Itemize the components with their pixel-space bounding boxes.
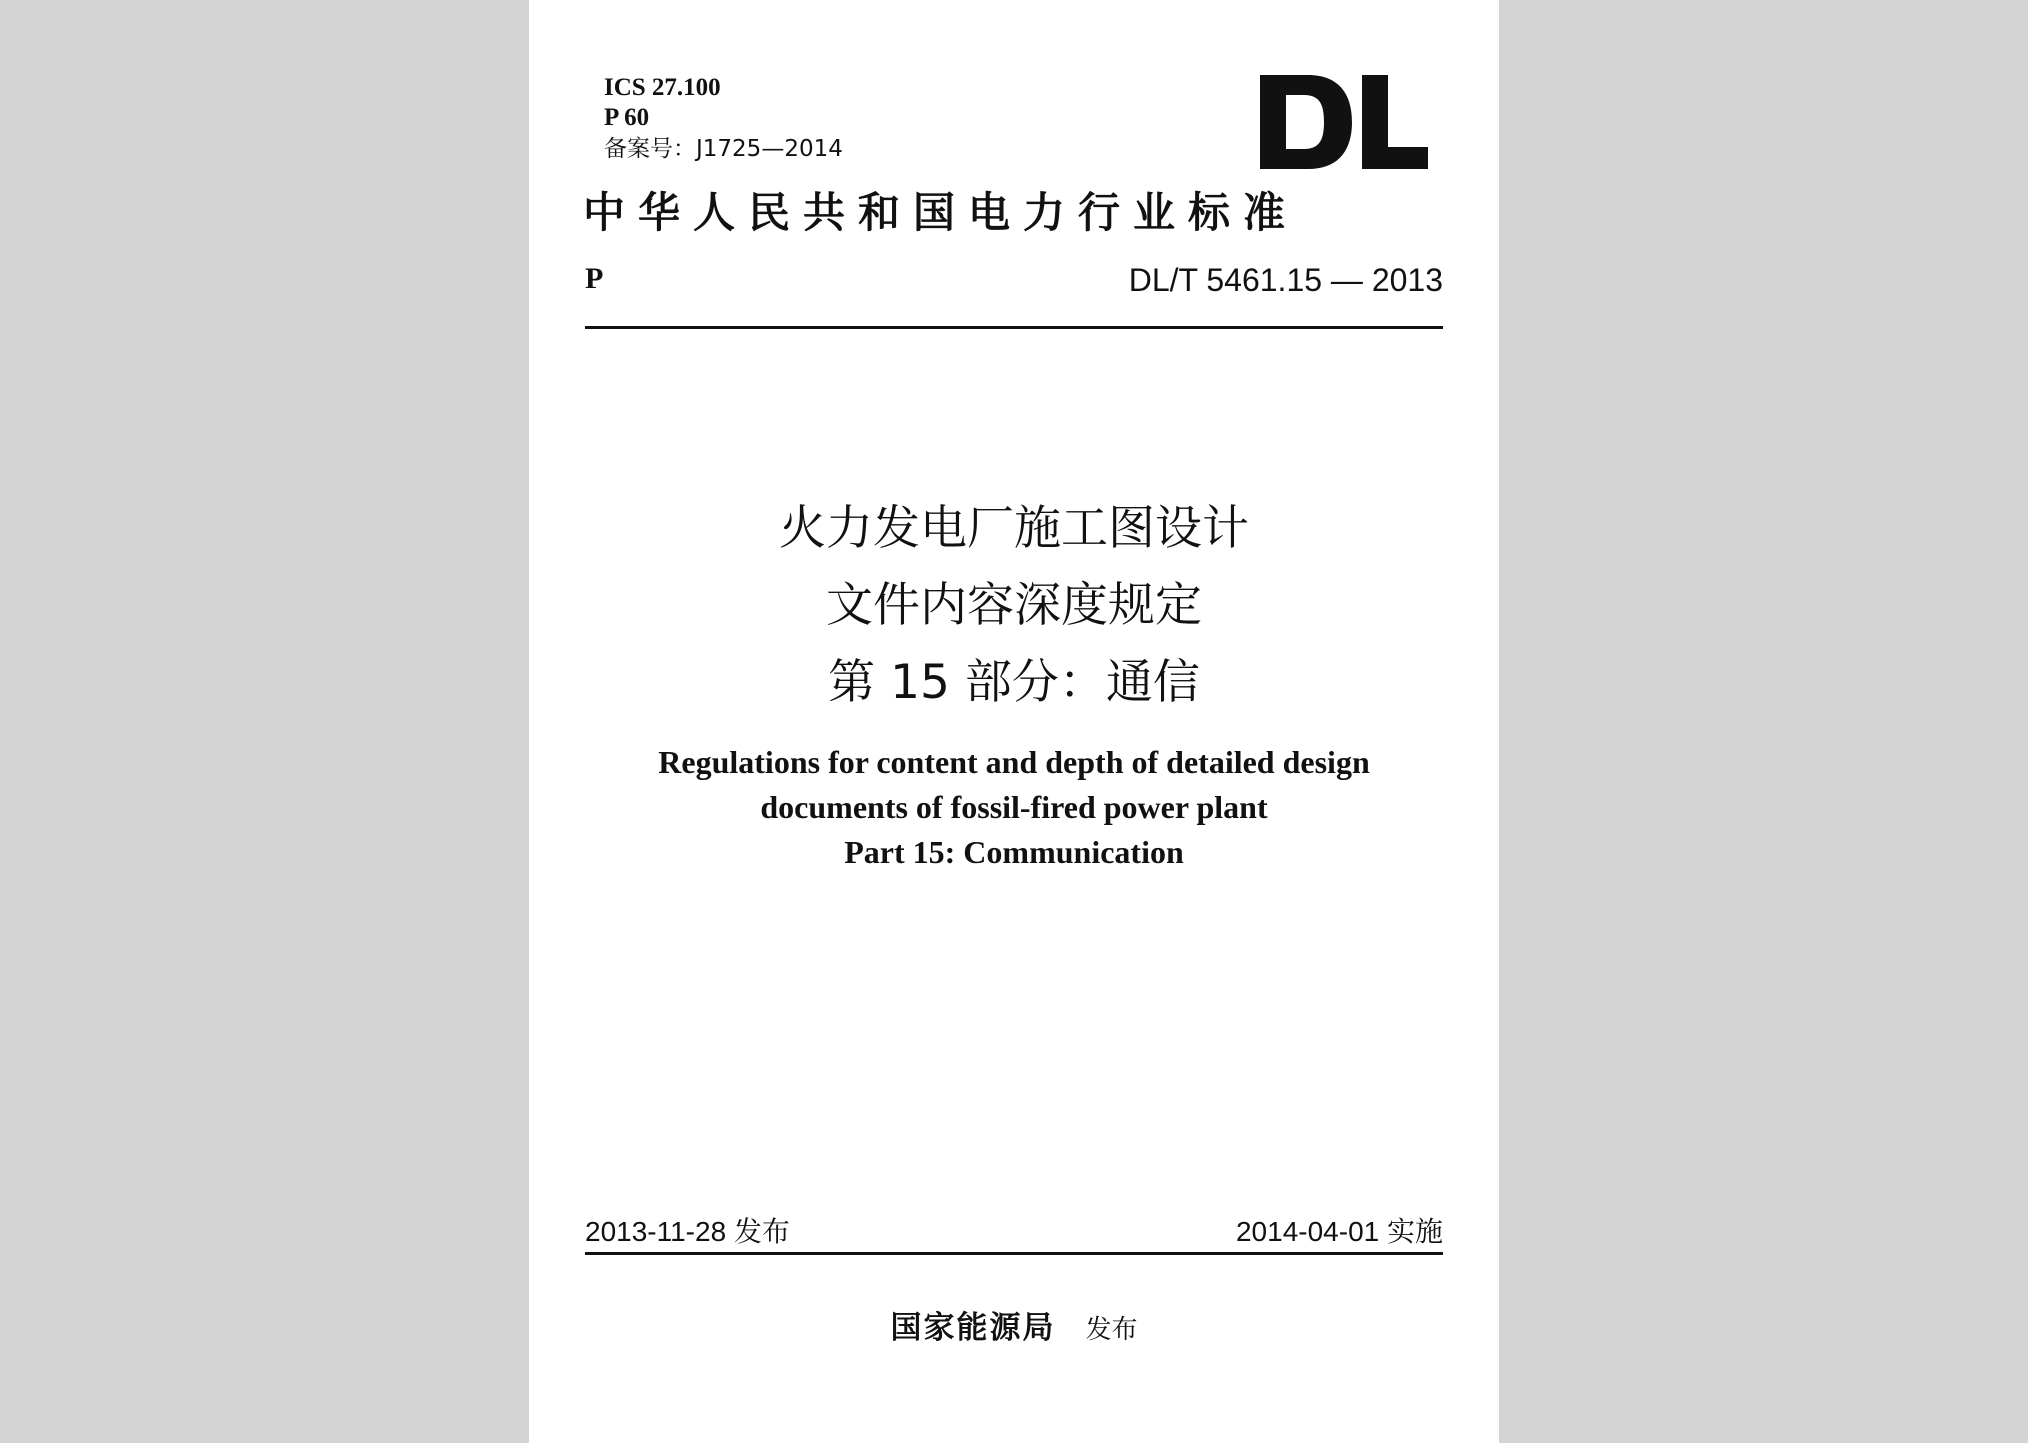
implementation-date: 2014-04-01 实施	[1235, 1216, 1443, 1247]
classification-code: P	[585, 262, 604, 295]
english-title-line: documents of fossil-fired power plant	[760, 789, 1268, 825]
top-divider	[585, 326, 1443, 329]
english-title-line: Regulations for content and depth of detailed design	[658, 744, 1370, 780]
record-number: 备案号：J1725—2014	[604, 136, 843, 162]
standard-category-title: 中华人民共和国电力行业标准	[583, 188, 1299, 237]
english-title-line: Part 15: Communication	[844, 834, 1184, 870]
ics-code: ICS 27.100	[604, 74, 721, 101]
document-page	[529, 0, 1499, 1443]
bottom-divider	[585, 1252, 1443, 1255]
publisher-verb: 发布	[1085, 1315, 1138, 1345]
publisher-org: 国家能源局	[890, 1310, 1056, 1346]
chinese-title-line: 火力发电厂施工图设计	[779, 501, 1249, 556]
chinese-title-line: 文件内容深度规定	[826, 578, 1202, 633]
dl-logo	[1260, 75, 1428, 169]
issue-date: 2013-11-28 发布	[585, 1216, 790, 1247]
class-code-p60: P 60	[604, 104, 650, 131]
chinese-title	[529, 490, 1499, 721]
publisher	[529, 1302, 1499, 1347]
english-title	[529, 740, 1499, 875]
standard-number: DL/T 5461.15 — 2013	[1128, 262, 1443, 298]
chinese-title-line: 第 15 部分：通信	[828, 655, 1200, 710]
